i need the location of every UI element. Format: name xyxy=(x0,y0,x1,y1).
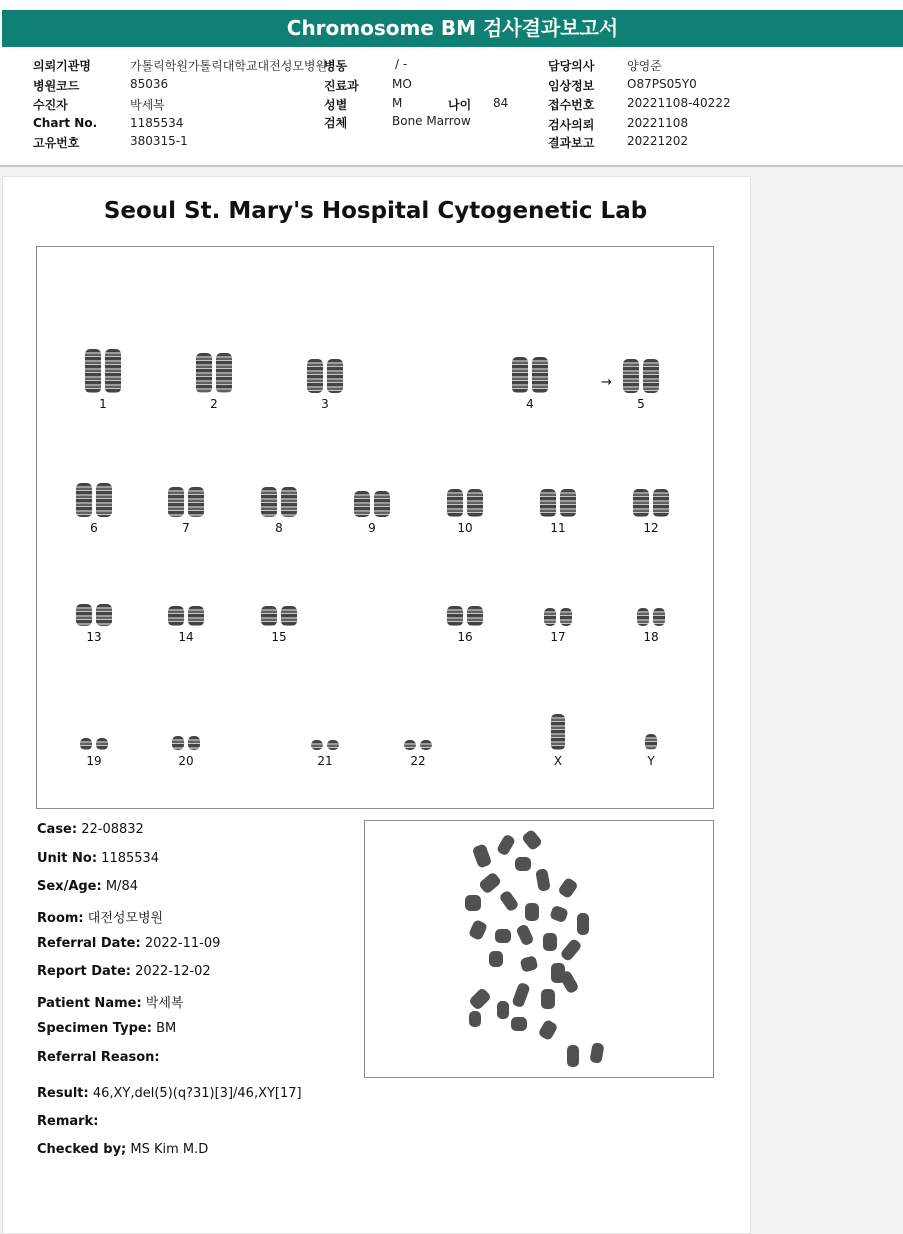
chromosome-1 xyxy=(68,345,138,411)
institution-value: 가톨릭학원가톨릭대학교대전성모병원 xyxy=(130,59,328,73)
chromatid-image xyxy=(281,487,297,517)
chromosome-number: 6 xyxy=(90,521,98,535)
chromosome-number: 3 xyxy=(321,397,329,411)
checked-by-value: MS Kim M.D xyxy=(130,1142,209,1157)
chromosome-number: 5 xyxy=(637,397,645,411)
chromatid-image xyxy=(327,359,343,393)
chromosome-22 xyxy=(383,702,453,768)
chromosome-pair-image xyxy=(59,702,129,750)
dept-label: 진료과 xyxy=(324,79,359,93)
chromatid-image xyxy=(327,740,339,750)
chromosome-pair-image xyxy=(495,345,565,393)
chromatid-image xyxy=(96,483,112,517)
chart-no-value: 1185534 xyxy=(130,116,184,130)
chromosome-7 xyxy=(151,469,221,535)
sex-label: 성별 xyxy=(324,98,348,112)
chromosome-8 xyxy=(244,469,314,535)
chromatid-image xyxy=(307,359,323,393)
report-date-value: 2022-12-02 xyxy=(135,964,211,979)
chromatid-image xyxy=(261,606,277,626)
abnormality-arrow-icon: → xyxy=(601,375,612,390)
clinical-info-label: 임상정보 xyxy=(548,79,595,93)
specimen-value: Bone Marrow xyxy=(392,114,471,128)
checked-by-label: Checked by; xyxy=(37,1142,127,1157)
ward-value: / - xyxy=(395,57,408,71)
chromosome-pair-image xyxy=(59,469,129,517)
chromosome-pair-image xyxy=(337,469,407,517)
chromatid-image xyxy=(512,357,528,393)
chromosome-pair-image xyxy=(523,469,593,517)
karyogram-panel xyxy=(36,246,714,809)
chromatid-image xyxy=(188,487,204,517)
patient-name-label: Patient Name: xyxy=(37,996,142,1011)
chromatid-image xyxy=(85,349,101,393)
referral-date-label: Referral Date: xyxy=(37,936,141,951)
top-bar xyxy=(0,0,903,50)
specimen-label: 검체 xyxy=(324,116,348,130)
report-title-banner: Chromosome BM 검사결과보고서 xyxy=(2,10,903,47)
report-date-line xyxy=(37,964,211,979)
chromosome-number: 22 xyxy=(410,754,426,768)
chromatid-image xyxy=(354,491,370,517)
chromosome-number: 10 xyxy=(457,521,473,535)
chromosome-number: 20 xyxy=(178,754,194,768)
chromatid-image xyxy=(216,353,232,393)
chromosome-3 xyxy=(290,345,360,411)
result-line xyxy=(37,1086,302,1101)
hospital-code-label: 병원코드 xyxy=(33,79,80,93)
chromatid-image xyxy=(196,353,212,393)
chromosome-pair-image xyxy=(616,469,686,517)
chromatid-image xyxy=(447,606,463,626)
chromosome-number: 2 xyxy=(210,397,218,411)
chromosome-9 xyxy=(337,469,407,535)
chromosome-16 xyxy=(430,578,500,644)
result-label: Result: xyxy=(37,1086,89,1101)
institution-label: 의뢰기관명 xyxy=(33,59,91,73)
chromatid-image xyxy=(96,604,112,626)
chromosome-number: 7 xyxy=(182,521,190,535)
metaphase-spread-image xyxy=(365,821,713,1077)
unit-line xyxy=(37,851,159,866)
chromosome-pair-image xyxy=(430,578,500,626)
chromosome-6 xyxy=(59,469,129,535)
chromosome-pair-image xyxy=(179,345,249,393)
result-date-label: 결과보고 xyxy=(548,136,595,150)
patient-name-line xyxy=(37,992,183,1011)
chromosome-pair-image xyxy=(523,702,593,750)
ward-label: 병동 xyxy=(324,59,348,73)
chromatid-image xyxy=(447,489,463,517)
chromosome-number: 19 xyxy=(86,754,102,768)
chromatid-image xyxy=(281,606,297,626)
doctor-label: 담당의사 xyxy=(548,59,595,73)
chromatid-image xyxy=(551,714,565,750)
chart-no-label: Chart No. xyxy=(33,116,98,130)
chromatid-image xyxy=(645,734,657,750)
sex-value: M xyxy=(392,96,403,110)
chromosome-11 xyxy=(523,469,593,535)
chromosome-number: 8 xyxy=(275,521,283,535)
chromatid-image xyxy=(105,349,121,393)
patient-value: 박세복 xyxy=(130,98,165,112)
chromosome-pair-image xyxy=(430,469,500,517)
chromosome-number: 21 xyxy=(317,754,333,768)
chromosome-pair-image xyxy=(151,469,221,517)
sexage-value: M/84 xyxy=(105,879,138,894)
clinical-info-value: O87PS05Y0 xyxy=(627,77,697,91)
chromosome-4 xyxy=(495,345,565,411)
chromosome-number: Y xyxy=(647,754,655,768)
age-value: 84 xyxy=(493,96,509,110)
lab-title: Seoul St. Mary's Hospital Cytogenetic Lab xyxy=(103,198,648,224)
hospital-code-value: 85036 xyxy=(130,77,169,91)
chromosome-pair-image xyxy=(151,578,221,626)
dept-value: MO xyxy=(392,77,412,91)
chromosome-pair-image xyxy=(523,578,593,626)
chromosome-number: 14 xyxy=(178,630,194,644)
chromatid-image xyxy=(560,608,572,626)
chromosome-21 xyxy=(290,702,360,768)
remark-label: Remark: xyxy=(37,1114,99,1129)
request-date-label: 검사의뢰 xyxy=(548,118,595,132)
room-value: 대전성모병원 xyxy=(87,911,164,926)
chromosome-pair-image xyxy=(606,345,676,393)
chromatid-image xyxy=(172,736,184,750)
specimen-type-label: Specimen Type: xyxy=(37,1021,152,1036)
chromatid-image xyxy=(420,740,432,750)
chromosome-pair-image xyxy=(151,702,221,750)
unique-no-value: 380315-1 xyxy=(130,134,188,148)
checked-by-line xyxy=(37,1142,208,1157)
chromosome-pair-image xyxy=(244,469,314,517)
chromatid-image xyxy=(467,606,483,626)
metaphase-image-panel xyxy=(364,820,714,1078)
unit-value: 1185534 xyxy=(101,851,160,866)
sexage-line xyxy=(37,879,138,894)
referral-date-line xyxy=(37,936,220,951)
chromatid-image xyxy=(311,740,323,750)
chromatid-image xyxy=(560,489,576,517)
chromatid-image xyxy=(623,359,639,393)
chromosome-5 xyxy=(606,345,676,411)
chromatid-image xyxy=(637,608,649,626)
unit-label: Unit No: xyxy=(37,851,98,866)
chromosome-pair-image xyxy=(383,702,453,750)
chromatid-image xyxy=(374,491,390,517)
room-line xyxy=(37,907,163,926)
patient-label: 수진자 xyxy=(33,98,68,112)
remark-line xyxy=(37,1114,98,1129)
chromatid-image xyxy=(76,483,92,517)
chromatid-image xyxy=(653,608,665,626)
chromosome-number: X xyxy=(553,754,563,768)
chromosome-y xyxy=(616,702,686,768)
chromosome-18 xyxy=(616,578,686,644)
chromosome-pair-image xyxy=(616,578,686,626)
chromatid-image xyxy=(532,357,548,393)
chromatid-image xyxy=(168,487,184,517)
receipt-no-value: 20221108-40222 xyxy=(627,96,731,110)
chromosome-pair-image xyxy=(59,578,129,626)
chromatid-image xyxy=(544,608,556,626)
chromatid-image xyxy=(633,489,649,517)
case-line xyxy=(37,822,144,837)
case-value: 22-08832 xyxy=(81,822,144,837)
chromosome-pair-image xyxy=(68,345,138,393)
chromatid-image xyxy=(76,604,92,626)
result-date-value: 20221202 xyxy=(627,134,689,148)
chromatid-image xyxy=(261,487,277,517)
chromosome-pair-image xyxy=(290,345,360,393)
chromatid-image xyxy=(467,489,483,517)
chromatid-image xyxy=(188,736,200,750)
chromatid-image xyxy=(80,738,92,750)
doctor-value: 양영준 xyxy=(627,59,662,73)
patient-name-value: 박세복 xyxy=(145,996,184,1011)
chromatid-image xyxy=(188,606,204,626)
chromosome-number: 17 xyxy=(550,630,566,644)
chromosome-14 xyxy=(151,578,221,644)
age-label: 나이 xyxy=(448,98,472,112)
chromosome-pair-image xyxy=(290,702,360,750)
receipt-no-label: 접수번호 xyxy=(548,98,595,112)
chromosome-2 xyxy=(179,345,249,411)
chromosome-x xyxy=(523,702,593,768)
chromosome-number: 1 xyxy=(99,397,107,411)
chromatid-image xyxy=(540,489,556,517)
room-label: Room: xyxy=(37,911,84,926)
chromosome-number: 13 xyxy=(86,630,102,644)
sexage-label: Sex/Age: xyxy=(37,879,102,894)
chromosome-15 xyxy=(244,578,314,644)
referral-date-value: 2022-11-09 xyxy=(144,936,221,951)
chromatid-image xyxy=(168,606,184,626)
chromosome-20 xyxy=(151,702,221,768)
chromosome-number: 12 xyxy=(643,521,659,535)
chromatid-image xyxy=(96,738,108,750)
chromosome-number: 16 xyxy=(457,630,473,644)
chromosome-19 xyxy=(59,702,129,768)
request-date-value: 20221108 xyxy=(627,116,689,130)
chromosome-number: 4 xyxy=(526,397,534,411)
chromosome-number: 9 xyxy=(368,521,376,535)
specimen-type-line xyxy=(37,1021,176,1036)
chromosome-number: 18 xyxy=(643,630,659,644)
case-label: Case: xyxy=(37,822,78,837)
chromosome-17 xyxy=(523,578,593,644)
patient-info-panel xyxy=(0,50,903,167)
chromatid-image xyxy=(653,489,669,517)
report-date-label: Report Date: xyxy=(37,964,132,979)
specimen-type-value: BM xyxy=(156,1021,177,1036)
chromosome-pair-image xyxy=(244,578,314,626)
referral-reason-label: Referral Reason: xyxy=(37,1050,160,1065)
chromatid-image xyxy=(643,359,659,393)
referral-reason-line xyxy=(37,1050,160,1065)
chromosome-10 xyxy=(430,469,500,535)
chromosome-12 xyxy=(616,469,686,535)
chromosome-13 xyxy=(59,578,129,644)
chromosome-number: 15 xyxy=(271,630,287,644)
chromosome-pair-image xyxy=(616,702,686,750)
unique-no-label: 고유번호 xyxy=(33,136,80,150)
chromosome-number: 11 xyxy=(550,521,566,535)
result-value: 46,XY,del(5)(q?31)[3]/46,XY[17] xyxy=(92,1086,302,1101)
chromatid-image xyxy=(404,740,416,750)
